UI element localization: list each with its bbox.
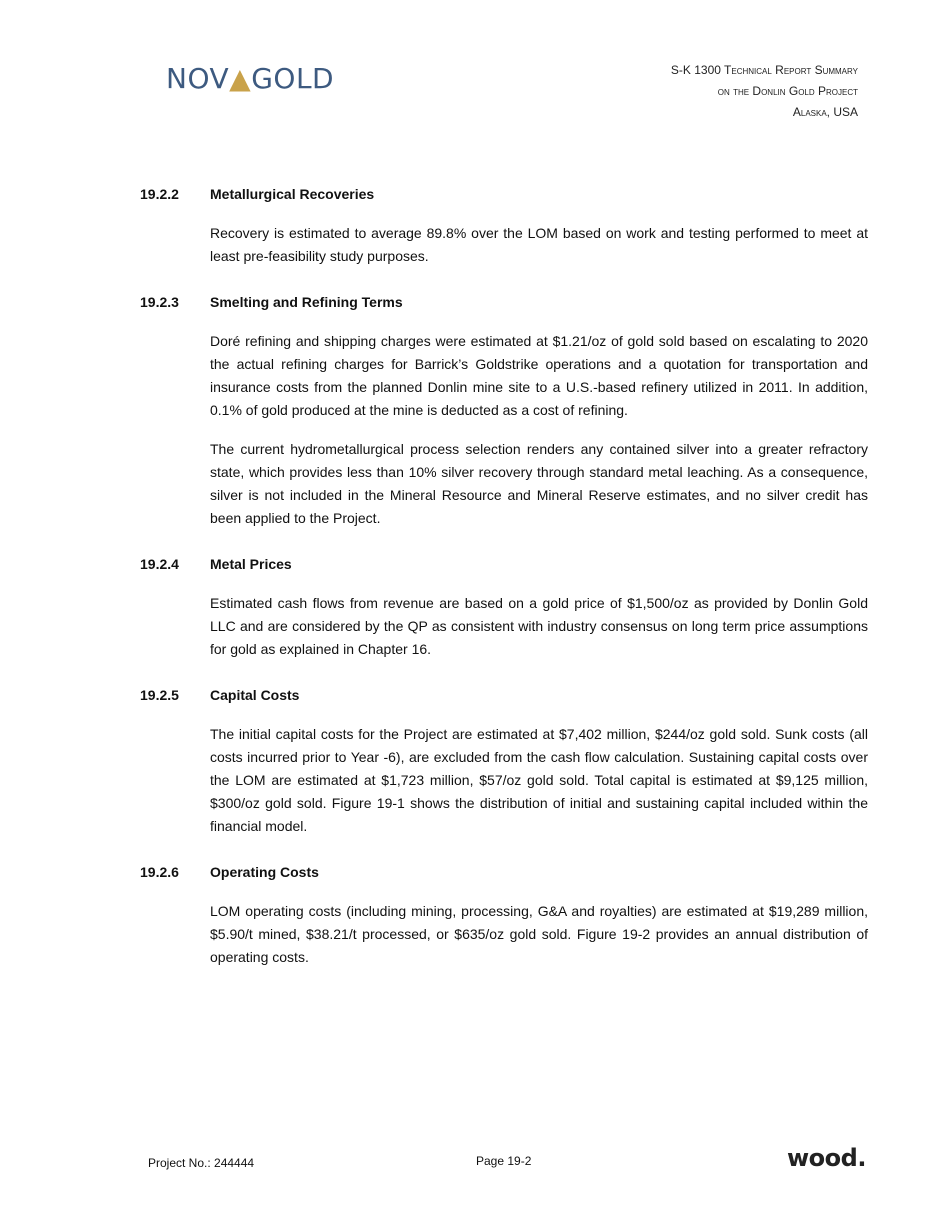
section-heading (140, 292, 868, 312)
section-number: 19.2.2 (140, 186, 179, 202)
section-number: 19.2.6 (140, 864, 179, 880)
section-title: Smelting and Refining Terms (210, 294, 403, 310)
section-heading (140, 685, 868, 705)
paragraph: Doré refining and shipping charges were estimated at $1.21/oz of gold sold based on escalating to 2020 the actual refining charges for Barrick’s Goldstrike operations and a quotation for transportation and insurance costs from the planned Donlin mine site to a U.S.-based refinery utilized in 2011. In addition, 0.1% of gold produced at the mine is deducted as a cost of refining. (210, 333, 868, 418)
section-19-2-5 (140, 685, 868, 838)
section-number: 19.2.4 (140, 556, 179, 572)
header-line-3: Alaska, USA (792, 105, 858, 119)
section-heading (140, 554, 868, 574)
section-title: Operating Costs (210, 864, 319, 880)
section-number: 19.2.3 (140, 294, 179, 310)
section-19-2-3 (140, 292, 868, 530)
header-line-1: S-K 1300 Technical Report Summary (670, 63, 858, 77)
novagold-logo: NOV▲GOLD (166, 62, 335, 95)
section-19-2-2 (140, 184, 868, 268)
section-number: 19.2.5 (140, 687, 179, 703)
page-number: Page 19-2 (476, 1154, 532, 1168)
project-number: Project No.: 244444 (148, 1156, 255, 1170)
document-body (140, 184, 868, 993)
paragraph: The current hydrometallurgical process selection renders any contained silver into a greater refractory state, which provides less than 10% silver recovery through standard metal leaching. As a consequence, silver is not included in the Mineral Resource and Mineral Reserve estimates, and no silver credit has been applied to the Project. (210, 441, 868, 526)
section-19-2-6 (140, 862, 868, 969)
section-heading (140, 862, 868, 882)
report-header (671, 60, 858, 123)
paragraph: Recovery is estimated to average 89.8% over the LOM based on work and testing performed to meet at least pre-feasibility study purposes. (210, 225, 868, 264)
paragraph: Estimated cash flows from revenue are based on a gold price of $1,500/oz as provided by Donlin Gold LLC and are considered by the QP as consistent with industry consensus on long term price assumptions for gold as explained in Chapter 16. (210, 595, 868, 657)
wood-logo: wood. (787, 1144, 866, 1172)
section-title: Metallurgical Recoveries (210, 186, 375, 202)
section-title: Metal Prices (210, 556, 292, 572)
section-heading (140, 184, 868, 204)
paragraph: The initial capital costs for the Project are estimated at $7,402 million, $244/oz gold sold. Sunk costs (all costs incurred prior to Year -6), are excluded from the cash flow calculation. Sustaining capital costs over the LOM are estimated at $1,723 million, $57/oz gold sold. Total capital is estimated at $9,125 million, $300/oz gold sold. Figure 19-1 shows the distribution of initial and sustaining capital included within the financial model. (210, 726, 868, 834)
section-19-2-4 (140, 554, 868, 661)
header-line-2: on the Donlin Gold Project (717, 84, 858, 98)
paragraph: LOM operating costs (including mining, processing, G&A and royalties) are estimated at $19,289 million, $5.90/t mined, $38.21/t processed, or $635/oz gold sold. Figure 19-2 provides an annual distribution of operating costs. (210, 903, 868, 965)
section-title: Capital Costs (210, 687, 300, 703)
